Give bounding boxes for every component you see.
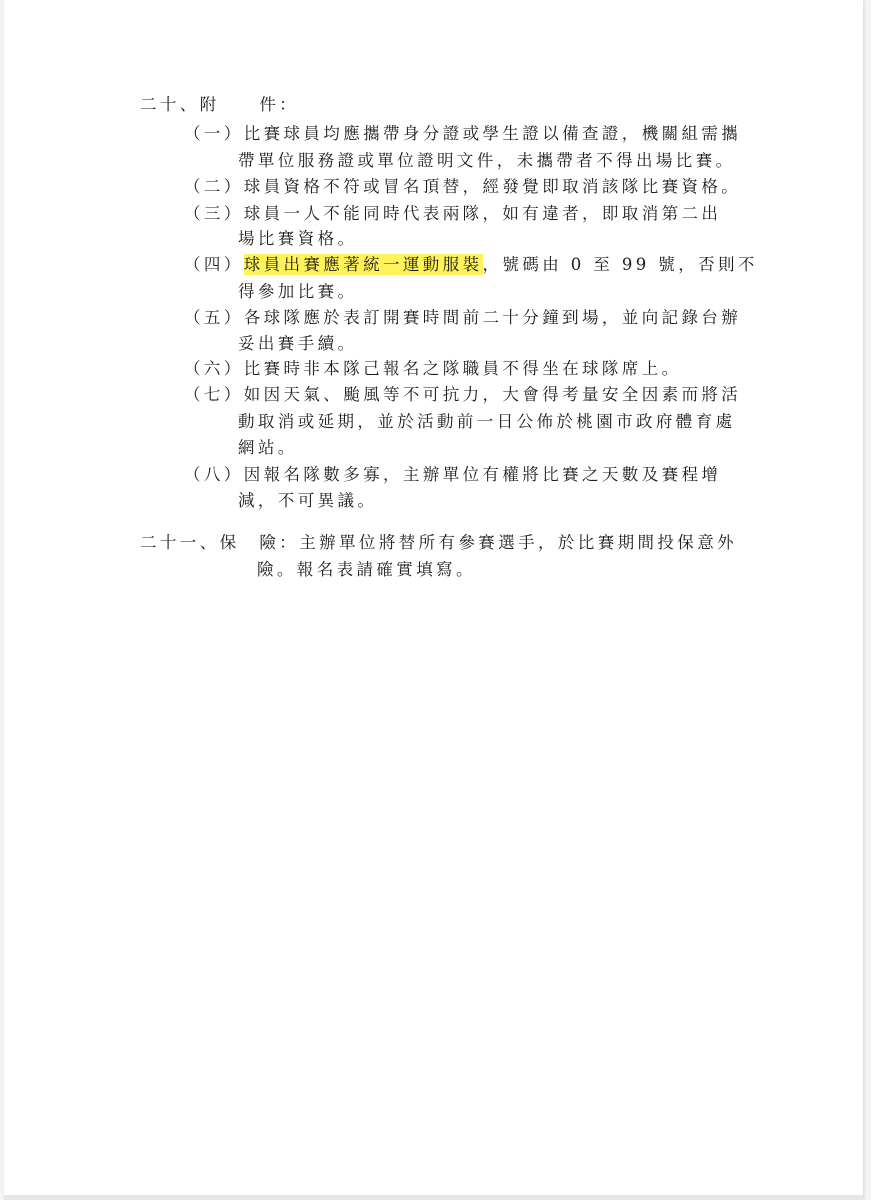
item-5-number: （五） [184, 308, 244, 327]
item-4-number: （四） [184, 255, 244, 274]
item-3-line-1 [184, 203, 721, 225]
section-21-line-1 [140, 532, 737, 554]
item-6-number: （六） [184, 359, 244, 378]
item-7-line-1 [184, 384, 741, 406]
item-5-line-2 [238, 333, 357, 355]
item-7-line-2 [238, 411, 736, 433]
item-6-text: 比賽時非本隊己報名之隊職員不得坐在球隊席上。 [243, 359, 682, 378]
section-21-text: 主辦單位將替所有參賽選手，於比賽期間投保意外 [299, 533, 738, 552]
item-8-text-cont: 減，不可異議。 [238, 491, 378, 510]
item-7-text: 如因天氣、颱風等不可抗力，大會得考量安全因素而將活 [243, 385, 742, 404]
section-20-heading [140, 94, 299, 116]
item-8-line-2 [238, 490, 377, 512]
item-4-line-1 [184, 254, 758, 276]
item-3-line-2 [238, 228, 357, 250]
item-4-highlighted-text: 球員出賽應著統一運動服裝 [243, 255, 483, 274]
item-1-number: （一） [184, 124, 244, 143]
item-8-line-1 [184, 464, 721, 486]
item-8-number: （八） [184, 465, 244, 484]
item-5-line-1 [184, 307, 741, 329]
section-21-label: 二十一、保 險： [140, 533, 300, 552]
item-8-text: 因報名隊數多寡，主辦單位有權將比賽之天數及賽程增 [243, 465, 722, 484]
item-4-text-cont: 得參加比賽。 [238, 282, 358, 301]
section-21-line-2 [257, 559, 476, 581]
item-7-number: （七） [184, 385, 244, 404]
item-3-text-cont: 場比賽資格。 [238, 229, 358, 248]
section-21-text-cont: 險。報名表請確實填寫。 [257, 560, 476, 579]
item-3-text: 球員一人不能同時代表兩隊，如有違者，即取消第二出 [243, 204, 722, 223]
item-6-line-1 [184, 358, 682, 380]
item-5-text: 各球隊應於表訂開賽時間前二十分鐘到場，並向記錄台辦 [243, 308, 742, 327]
document-page [4, 0, 863, 1200]
item-2-number: （二） [184, 177, 244, 196]
item-2-text: 球員資格不符或冒名頂替，經發覺即取消該隊比賽資格。 [243, 177, 742, 196]
item-7-text-cont: 動取消或延期，並於活動前一日公佈於桃園市政府體育處 [238, 412, 736, 431]
item-2-line-1 [184, 176, 741, 198]
page-bottom-edge [4, 1195, 863, 1200]
item-1-line-2 [238, 150, 736, 172]
item-3-number: （三） [184, 204, 244, 223]
item-1-text-cont: 帶單位服務證或單位證明文件，未攜帶者不得出場比賽。 [238, 151, 736, 170]
section-20-label: 二十、附 件： [140, 95, 300, 114]
item-4-line-2 [238, 281, 357, 303]
item-7-text-cont-2: 網站。 [238, 438, 298, 457]
item-5-text-cont: 妥出賽手續。 [238, 334, 358, 353]
item-4-text: ，號碼由 0 至 99 號，否則不 [482, 255, 758, 274]
item-1-line-1 [184, 123, 741, 145]
item-1-text: 比賽球員均應攜帶身分證或學生證以備查證，機關組需攜 [243, 124, 742, 143]
item-7-line-3 [238, 437, 298, 459]
